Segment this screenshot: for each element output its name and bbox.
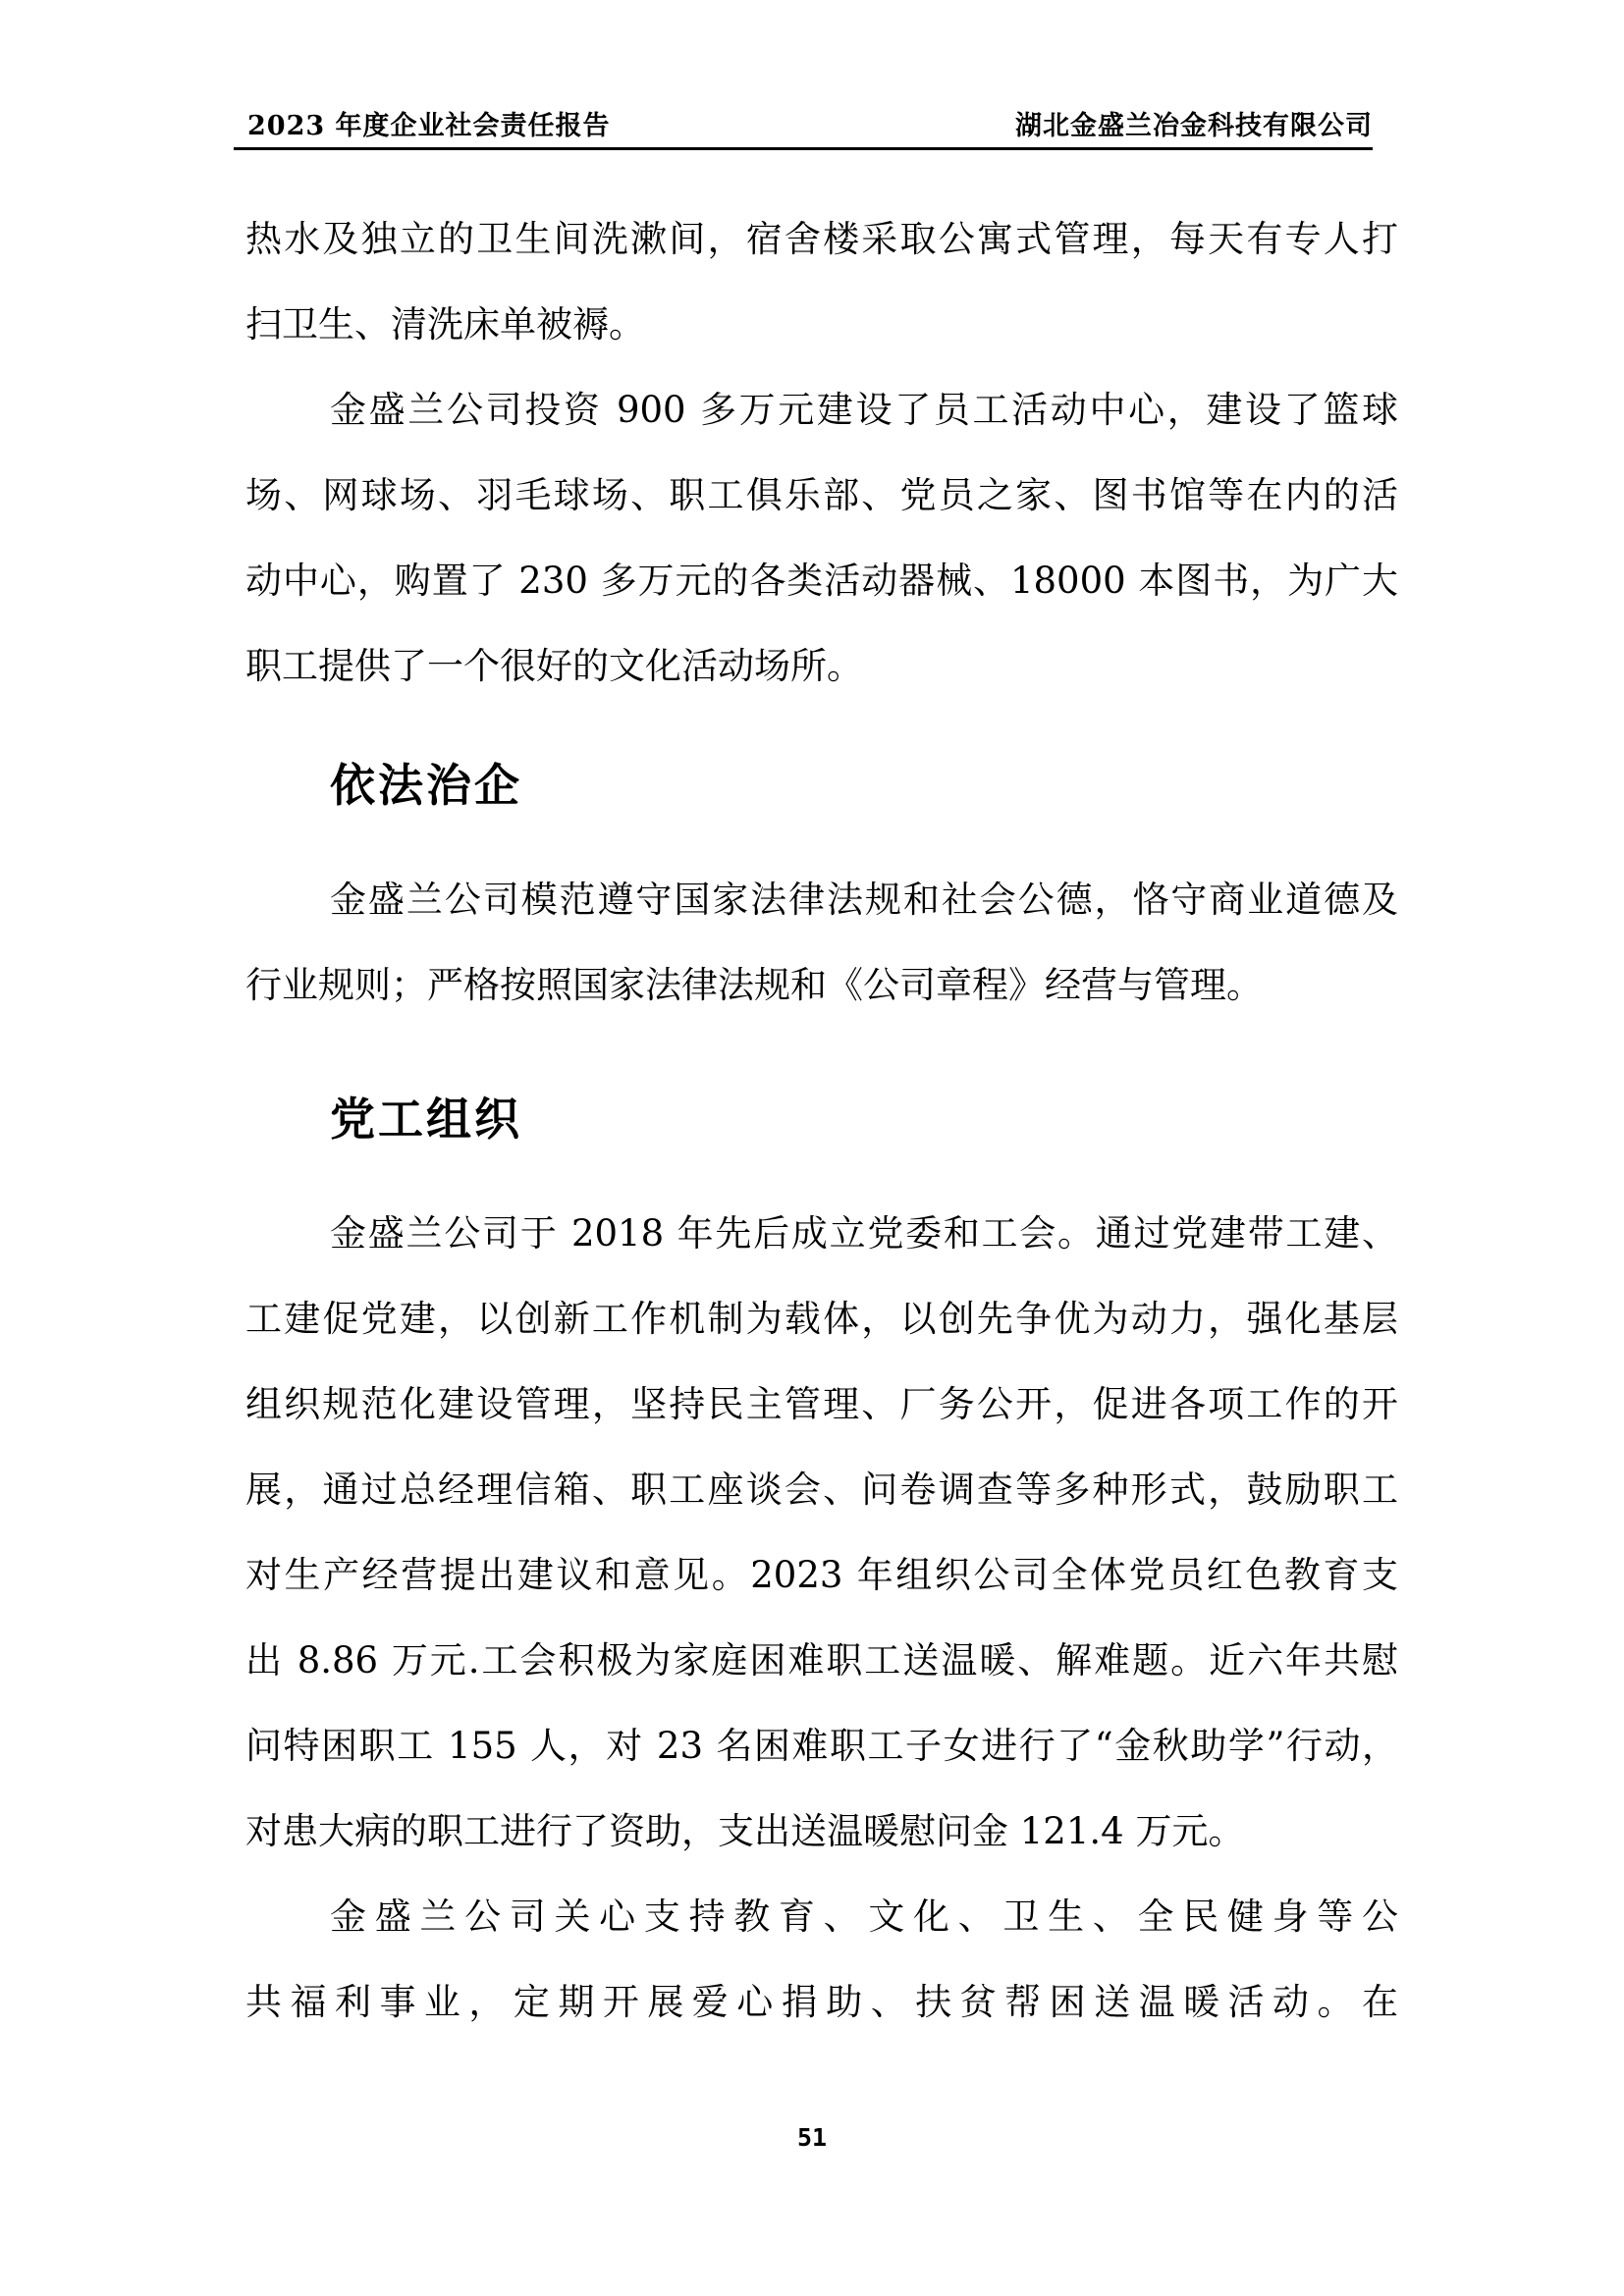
paragraph-line: 金盛兰公司关心支持教育、文化、卫生、全民健身等公 xyxy=(330,1896,1398,1938)
paragraph-line: 职工提供了一个很好的文化活动场所。 xyxy=(245,645,863,687)
paragraph-line: 扫卫生、清洗床单被褥。 xyxy=(245,303,645,346)
page-header xyxy=(234,104,1373,150)
page-number: 51 xyxy=(796,2123,828,2152)
paragraph-line: 对生产经营提出建议和意见。2023 年组织公司全体党员红色教育支 xyxy=(245,1554,1398,1596)
header-left-title: 2023 年度企业社会责任报告 xyxy=(247,111,611,141)
section-heading: 依法治企 xyxy=(330,759,522,812)
paragraph-line: 展，通过总经理信箱、职工座谈会、问卷调查等多种形式，鼓励职工 xyxy=(245,1468,1398,1511)
section-heading: 党工组织 xyxy=(330,1093,522,1146)
paragraph-line: 共福利事业，定期开展爱心捐助、扶贫帮困送温暖活动。在 xyxy=(245,1981,1398,2023)
paragraph-line: 金盛兰公司模范遵守国家法律法规和社会公德，恪守商业道德及 xyxy=(330,879,1398,921)
paragraph-line: 动中心，购置了 230 多万元的各类活动器械、18000 本图书，为广大 xyxy=(245,560,1398,602)
document-body xyxy=(245,196,1398,2045)
paragraph-line: 场、网球场、羽毛球场、职工俱乐部、党员之家、图书馆等在内的活 xyxy=(245,474,1398,516)
paragraph-line: 出 8.86 万元.工会积极为家庭困难职工送温暖、解难题。近六年共慰 xyxy=(245,1639,1398,1682)
paragraph-line: 问特困职工 155 人，对 23 名困难职工子女进行了“金秋助学”行动， xyxy=(245,1725,1398,1767)
paragraph-line: 对患大病的职工进行了资助，支出送温暖慰问金 121.4 万元。 xyxy=(245,1810,1245,1852)
paragraph-line: 组织规范化建设管理，坚持民主管理、厂务公开，促进各项工作的开 xyxy=(245,1383,1398,1425)
paragraph-line: 工建促党建，以创新工作机制为载体，以创先争优为动力，强化基层 xyxy=(245,1298,1398,1340)
paragraph-line: 金盛兰公司于 2018 年先后成立党委和工会。通过党建带工建、 xyxy=(330,1212,1398,1255)
header-right-title: 湖北金盛兰冶金科技有限公司 xyxy=(1015,111,1373,141)
paragraph-line: 热水及独立的卫生间洗漱间，宿舍楼采取公寓式管理，每天有专人打 xyxy=(245,218,1398,260)
paragraph-line: 行业规则；严格按照国家法律法规和《公司章程》经营与管理。 xyxy=(245,964,1263,1006)
paragraph-line: 金盛兰公司投资 900 多万元建设了员工活动中心，建设了篮球 xyxy=(330,389,1398,431)
